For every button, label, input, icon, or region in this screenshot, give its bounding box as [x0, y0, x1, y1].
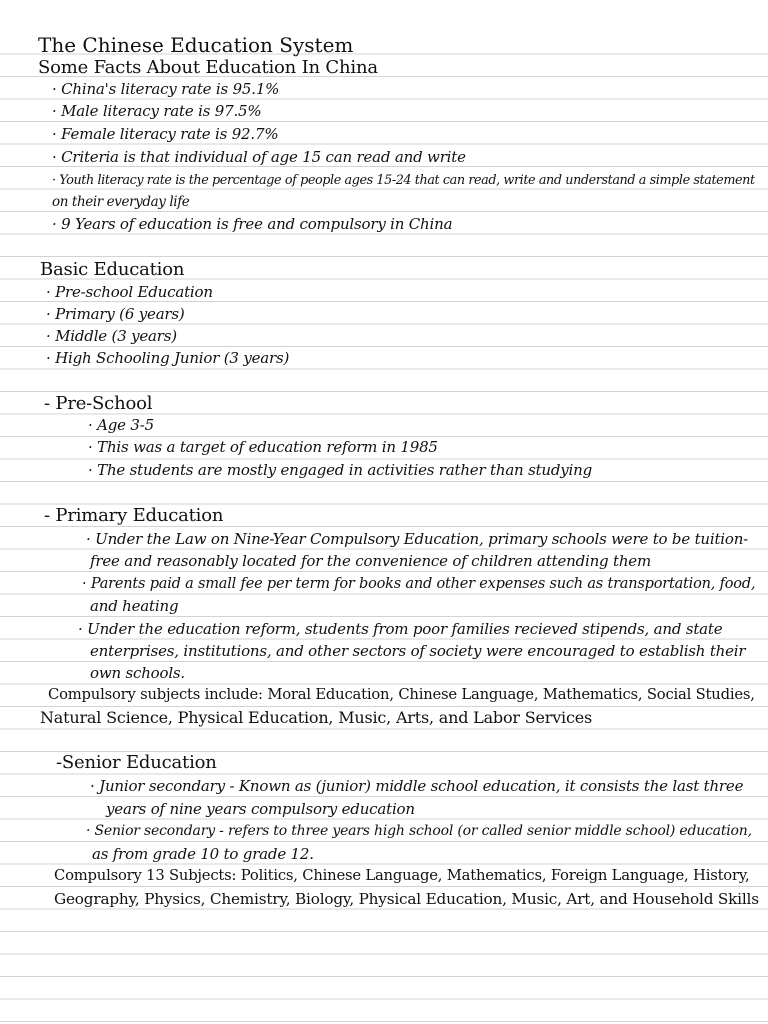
- basic-education-heading: Basic Education: [40, 259, 185, 280]
- senior-line-4: as from grade 10 to grade 12.: [92, 845, 314, 863]
- fact-free-education: · 9 Years of education is free and compulsory in China: [52, 215, 453, 233]
- fact-literacy: · China's literacy rate is 95.1%: [52, 80, 280, 98]
- primary-subjects-2: Natural Science, Physical Education, Music, Arts, and Labor Services: [40, 708, 592, 727]
- senior-subjects-2: Geography, Physics, Chemistry, Biology, Physical Education, Music, Art, and Household Skills: [54, 890, 759, 908]
- primary-subjects-1: Compulsory subjects include: Moral Education, Chinese Language, Mathematics, Social Studies,: [48, 686, 755, 703]
- primary-line-6: enterprises, institutions, and other sectors of society were encouraged to establish their: [90, 642, 746, 660]
- senior-heading: -Senior Education: [56, 752, 217, 773]
- fact-female-literacy: · Female literacy rate is 92.7%: [52, 125, 279, 143]
- facts-heading: Some Facts About Education In China: [38, 57, 378, 78]
- senior-line-3: · Senior secondary - refers to three years high school (or called senior middle school) education,: [86, 823, 752, 839]
- preschool-age: · Age 3-5: [88, 416, 154, 434]
- primary-line-1: · Under the Law on Nine-Year Compulsory Education, primary schools were to be tuition-: [86, 530, 749, 548]
- basic-item-preschool: · Pre-school Education: [46, 283, 213, 301]
- preschool-activities: · The students are mostly engaged in activities rather than studying: [88, 461, 593, 479]
- basic-item-high: · High Schooling Junior (3 years): [46, 349, 290, 367]
- primary-line-4: and heating: [90, 597, 179, 615]
- page-title: The Chinese Education System: [38, 33, 354, 57]
- fact-male-literacy: · Male literacy rate is 97.5%: [52, 102, 262, 120]
- primary-line-3: · Parents paid a small fee per term for books and other expenses such as transportation, food,: [82, 576, 756, 592]
- fact-youth-literacy-cont: on their everyday life: [52, 194, 190, 210]
- senior-line-2: years of nine years compulsory education: [106, 800, 415, 818]
- primary-heading: - Primary Education: [44, 505, 224, 526]
- basic-item-primary: · Primary (6 years): [46, 305, 185, 323]
- primary-line-7: own schools.: [90, 664, 185, 682]
- preschool-reform: · This was a target of education reform in 1985: [88, 438, 438, 456]
- senior-subjects-1: Compulsory 13 Subjects: Politics, Chinese Language, Mathematics, Foreign Language, History,: [54, 867, 750, 884]
- fact-youth-literacy: · Youth literacy rate is the percentage of people ages 15-24 that can read, write and understand a simple statement: [52, 173, 755, 188]
- senior-line-1: · Junior secondary - Known as (junior) middle school education, it consists the last three: [90, 777, 744, 795]
- preschool-heading: - Pre-School: [44, 393, 153, 414]
- primary-line-5: · Under the education reform, students from poor families recieved stipends, and state: [78, 620, 723, 638]
- fact-criteria: · Criteria is that individual of age 15 can read and write: [52, 148, 466, 166]
- primary-line-2: free and reasonably located for the convenience of children attending them: [90, 552, 652, 570]
- basic-item-middle: · Middle (3 years): [46, 327, 177, 345]
